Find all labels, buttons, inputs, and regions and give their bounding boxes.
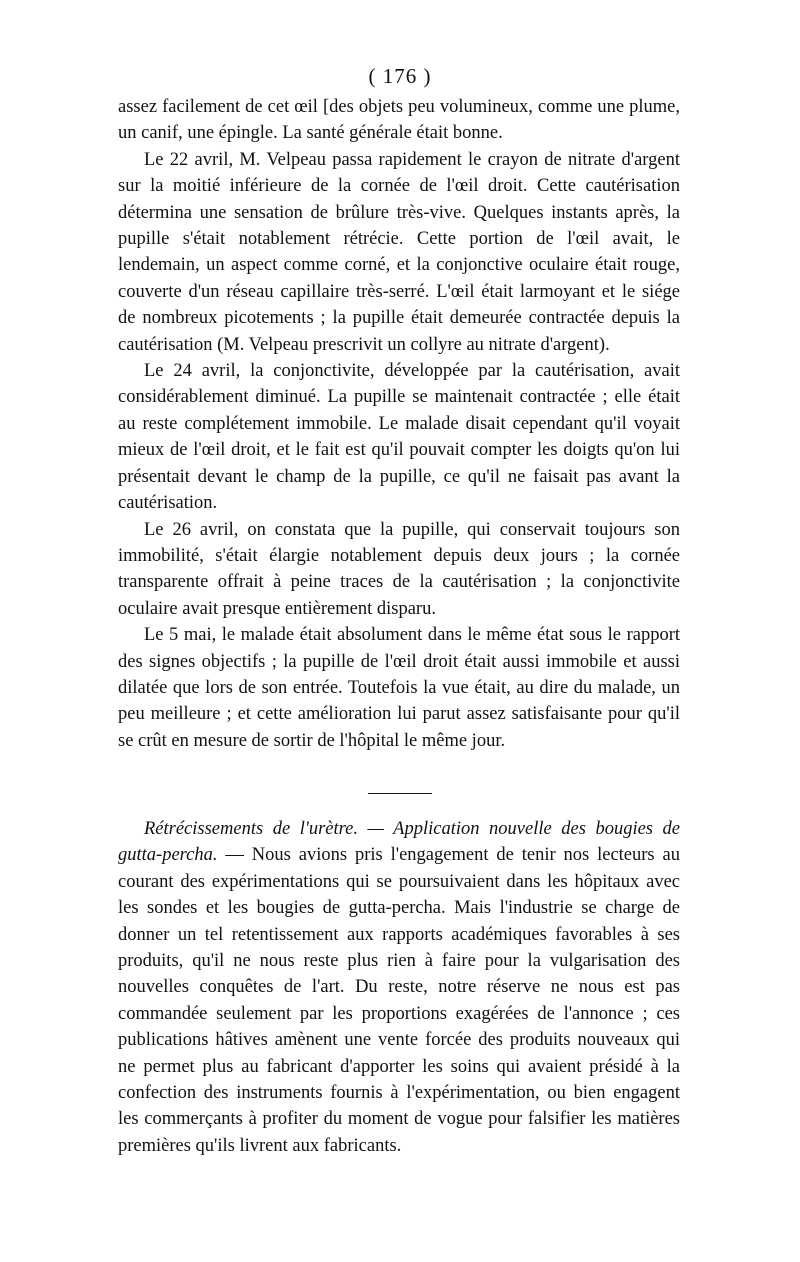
- paragraph-continuation: assez facilement de cet œil [des objets peu volumineux, comme une plume, un canif, une épingle. La santé générale était bonne.: [118, 97, 680, 144]
- section-title: Rétrécissements de l'urètre. — Application nouvelle des bougies de gutta-percha.: [118, 819, 680, 866]
- section-body: — Nous avions pris l'engagement de tenir nos lecteurs au courant des expérimentations qui se poursuivaient dans les hôpitaux avec les sondes et les bougies de gutta-percha. Mais l'industrie se charge de donner un tel retentissement aux rapports académiques favorables à ses produits, qu'il ne nous reste plus rien à faire pour la vulgarisation des nouvelles conquêtes de l'art. Du reste, notre réserve ne nous est pas commandée seulement par les proportions exagérées de l'annonce ; ces publications hâtives amènent une vente forcée des produits nouveaux qui ne permet plus au fabricant d'apporter les soins qui avaient présidé à la confection des instruments fournis à l'expérimentation, ou bien engagent les commerçants à profiter du moment de vogue pour falsifier les matières premières qu'ils livrent aux fabricants.: [118, 845, 680, 1156]
- page-number: ( 176 ): [368, 64, 432, 88]
- paragraph-april-26: Le 26 avril, on constata que la pupille, qui conservait toujours son immobilité, s'était élargie notablement depuis deux jours ; la cornée transparente offrait à peine traces de la cautérisation ; la conjonctivite oculaire avait presque entièrement disparu.: [118, 519, 680, 619]
- section-divider: [368, 793, 432, 794]
- section-paragraph: [118, 816, 680, 1159]
- section-gutta-percha: [118, 816, 680, 1159]
- paragraph-may-5: Le 5 mai, le malade était absolument dans le même état sous le rapport des signes objectifs ; la pupille de l'œil droit était aussi immobile et aussi dilatée que lors de son entrée. Toutefois la vue était, au dire du malade, un peu meilleure ; et cette amélioration lui parut assez satisfaisante pour qu'il se crût en mesure de sortir de l'hôpital le même jour.: [118, 625, 680, 751]
- paragraph-april-24: Le 24 avril, la conjonctivite, développée par la cautérisation, avait considérablement diminué. La pupille se maintenait contractée ; elle était au reste complétement immobile. Le malade disait cependant qu'il voyait mieux de l'œil droit, et le fait est qu'il pouvait compter les doigts qu'on lui présentait devant le champ de la pupille, ce qu'il ne faisait pas avant la cautérisation.: [118, 361, 680, 514]
- case-report-text: [118, 94, 680, 754]
- paragraph-april-22: Le 22 avril, M. Velpeau passa rapidement le crayon de nitrate d'argent sur la moitié inférieure de la cornée de l'œil droit. Cette cautérisation détermina une sensation de brûlure très-vive. Quelques instants après, la pupille s'était notablement rétrécie. Cette portion de l'œil avait, le lendemain, un aspect comme corné, et la conjonctive oculaire était rouge, couverte d'un réseau capillaire très-serré. L'œil était larmoyant et le siége de nombreux picotements ; la pupille était demeurée contractée depuis la cautérisation (M. Velpeau prescrivit un collyre au nitrate d'argent).: [118, 149, 680, 355]
